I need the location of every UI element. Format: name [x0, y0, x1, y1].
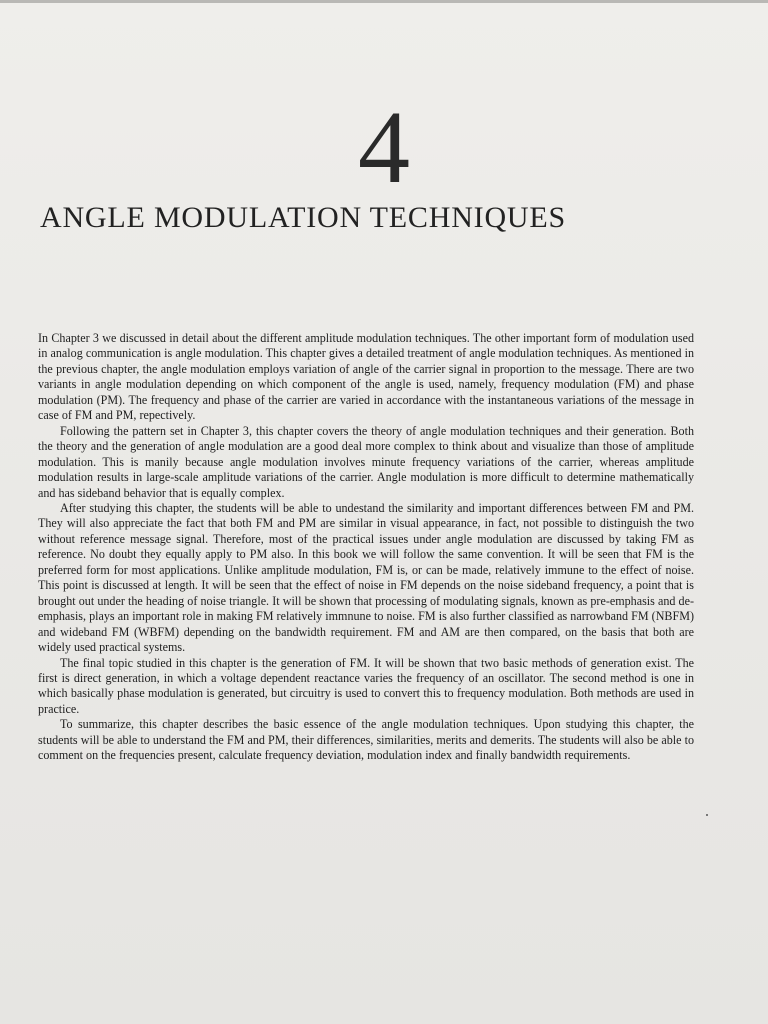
scan-speck	[706, 814, 708, 816]
chapter-introduction	[38, 331, 694, 764]
paragraph-5: To summarize, this chapter describes the basic essence of the angle modulation techniques. Upon studying this chapter, the students will be able to understand the FM and PM, their differences, similarities, merits and demerits. The students will also be able to comment on the frequencies present, calculate frequency deviation, modulation index and finally bandwidth requirements.	[38, 717, 694, 763]
scan-top-edge	[0, 0, 768, 3]
paragraph-2: Following the pattern set in Chapter 3, this chapter covers the theory of angle modulation techniques and their generation. Both the theory and the generation of angle modulation are a good deal more complex to think about and visualize than those of amplitude modulation. This is manily because angle modulation involves minute frequency variations of the carrier, whereas amplitude modulation results in large-scale amplitude variations of the carrier. Angle modulation is more difficult to determine mathematically and has sideband behavior that is equally complex.	[38, 423, 694, 500]
chapter-title: ANGLE MODULATION TECHNIQUES	[40, 201, 567, 234]
chapter-number: 4	[358, 90, 410, 205]
paragraph-1: In Chapter 3 we discussed in detail about the different amplitude modulation techniques. The other important form of modulation used in analog communication is angle modulation. This chapter gives a detailed treatment of angle modulation techniques. As mentioned in the previous chapter, the angle modulation employs variation of angle of the carrier signal in proportion to the message. There are two variants in angle modulation depending on which component of the angle is used, namely, frequency modulation (FM) and phase modulation (PM). The frequency and phase of the carrier are varied in accordance with the instantaneous variations of the message in case of FM and PM, repectively.	[38, 331, 694, 423]
paragraph-4: The final topic studied in this chapter is the generation of FM. It will be shown that two basic methods of generation exist. The first is direct generation, in which a voltage dependent reactance varies the frequency of an oscillator. The second method is one in which basically phase modulation is generated, but circuitry is used to convert this to frequency modulation. Both methods are used in practice.	[38, 655, 694, 716]
paragraph-3: After studying this chapter, the students will be able to undestand the similarity and important differences between FM and PM. They will also appreciate the fact that both FM and PM are similar in visual appearance, in fact, not possible to distinguish the two without reference message signal. Therefore, most of the practical issues under angle modulation are discussed by taking FM as reference. No doubt they equally apply to PM also. In this book we will follow the same convention. It will be seen that FM is the preferred form for most applications. Unlike amplitude modulation, FM is, or can be made, relatively immune to the effect of noise. This point is discussed at length. It will be seen that the effect of noise in FM depends on the noise sideband frequency, a point that is brought out under the heading of noise triangle. It will be shown that processing of modulating signals, known as pre-emphasis and de-emphasis, plays an important role in making FM relatively immnune to noise. FM is also further classified as narrowband FM (NBFM) and wideband FM (WBFM) depending on the bandwidth requirement. FM and AM are then compared, on the basis that both are widely used practical systems.	[38, 500, 694, 655]
